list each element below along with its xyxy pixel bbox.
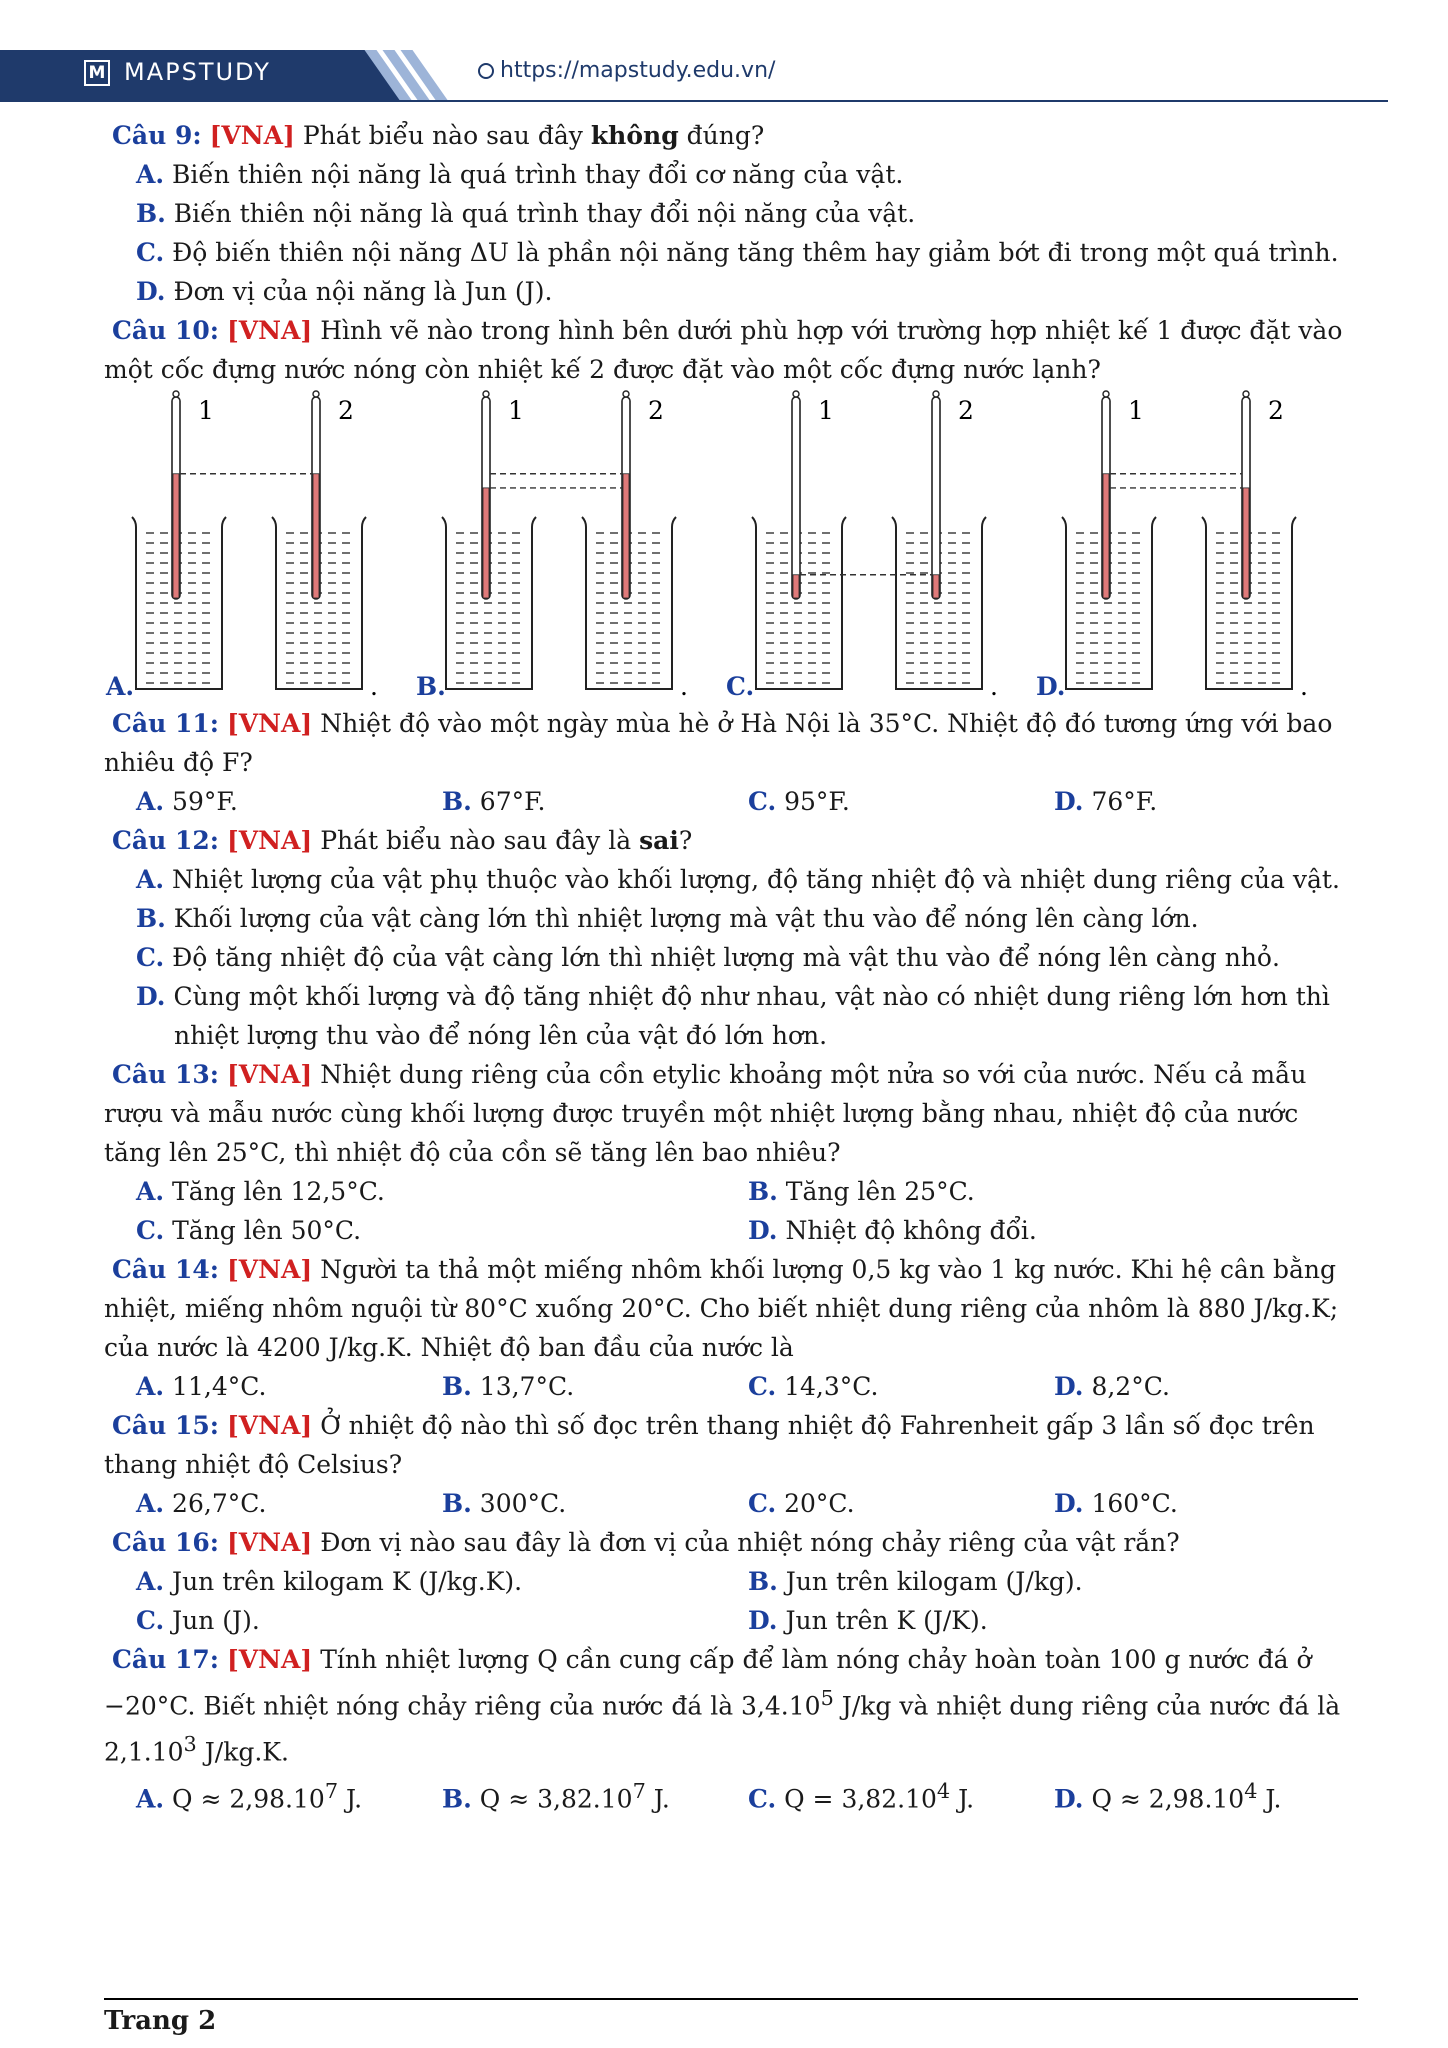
thermometer-top	[933, 391, 939, 397]
question-10	[104, 311, 1360, 704]
question-stem: nhiêu độ F?	[104, 748, 253, 777]
option[interactable]	[104, 899, 1360, 938]
option-text: 95°F.	[776, 787, 850, 816]
option-letter: A.	[136, 1489, 165, 1518]
option-letter: C.	[748, 1783, 777, 1813]
option-letter: A.	[136, 787, 165, 816]
option-text: 300°C.	[471, 1489, 567, 1518]
question-stem: ?	[678, 826, 693, 855]
exponent: 3	[183, 1732, 197, 1757]
thermometer-label: 1	[818, 396, 834, 425]
option[interactable]	[104, 233, 1360, 272]
thermometer-top	[793, 391, 799, 397]
question-label: Câu 11:	[112, 709, 219, 738]
question-12	[104, 821, 1360, 1055]
thermometer-top	[483, 391, 489, 397]
site-url[interactable]	[478, 58, 775, 83]
option[interactable]	[748, 1562, 1360, 1601]
option-letter: D.	[1054, 1372, 1084, 1401]
panel-letter[interactable]: D.	[1036, 672, 1066, 701]
thermometer-liquid	[623, 474, 629, 598]
emphasis: không	[590, 121, 679, 150]
thermometer-liquid	[313, 474, 319, 598]
question-14	[104, 1250, 1360, 1406]
option-letter: B.	[442, 1489, 472, 1518]
option-text: 26,7°C.	[164, 1489, 267, 1518]
source-tag: [VNA]	[226, 826, 313, 855]
thermometer-label: 1	[1128, 396, 1144, 425]
option-text: 14,3°C.	[776, 1372, 879, 1401]
option-letter: D.	[136, 277, 166, 306]
option[interactable]	[136, 1484, 442, 1523]
thermometer	[792, 397, 800, 599]
source-tag: [VNA]	[226, 1060, 313, 1089]
question-stem: Ở nhiệt độ nào thì số đọc trên thang nhiệt độ Fahrenheit gấp 3 lần số đọc trên	[312, 1411, 1315, 1440]
option-text: 11,4°C.	[164, 1372, 267, 1401]
option-text: 8,2°C.	[1083, 1372, 1170, 1401]
source-tag: [VNA]	[209, 121, 295, 150]
option-text: 20°C.	[776, 1489, 855, 1518]
thermometer-label: 1	[508, 396, 524, 425]
option-letter: B.	[442, 1372, 472, 1401]
thermometer-liquid	[483, 488, 489, 598]
thermometer-top	[313, 391, 319, 397]
globe-icon	[478, 63, 494, 79]
option[interactable]	[104, 272, 1360, 311]
thermometer-label: 2	[958, 396, 974, 425]
exponent: 7	[632, 1778, 646, 1803]
thermometer-label: 2	[338, 396, 354, 425]
option[interactable]	[442, 1772, 748, 1818]
option-letter: A.	[136, 160, 165, 189]
option-text: Đơn vị của nội năng là Jun (J).	[165, 277, 553, 306]
question-9	[104, 116, 1360, 311]
header-divider	[0, 100, 1388, 102]
option[interactable]	[1054, 1367, 1360, 1406]
option-letter: D.	[1054, 1489, 1084, 1518]
option-text: Q = 3,82.10	[776, 1783, 937, 1813]
option[interactable]	[748, 1367, 1054, 1406]
option[interactable]	[748, 1772, 1054, 1818]
question-content	[104, 116, 1360, 1818]
question-stem: của nước là 4200 J/kg.K. Nhiệt độ ban đầu của nước là	[104, 1333, 794, 1362]
option[interactable]	[748, 1172, 1360, 1211]
question-stem: đúng?	[678, 121, 765, 150]
option-letter: B.	[748, 1177, 778, 1206]
thermometer-label: 1	[198, 396, 214, 425]
option-text: Jun trên K (J/K).	[777, 1606, 988, 1635]
question-stem	[104, 1725, 1360, 1771]
option-text: Tăng lên 12,5°C.	[164, 1177, 385, 1206]
panel-period: .	[1300, 672, 1308, 701]
option-text: J.	[645, 1783, 670, 1813]
option-text: Jun (J).	[164, 1606, 260, 1635]
question-stem: nhiệt, miếng nhôm nguội từ 80°C xuống 20°C. Cho biết nhiệt dung riêng của nhôm là 880 J/kg.K;	[104, 1294, 1339, 1323]
option-text: 76°F.	[1083, 787, 1158, 816]
option[interactable]	[748, 1211, 1360, 1250]
option[interactable]	[136, 1601, 748, 1640]
thermometer-diagram	[104, 389, 1360, 704]
source-tag: [VNA]	[226, 316, 313, 345]
option-letter: B.	[136, 904, 166, 933]
panel-letter[interactable]: A.	[106, 672, 135, 701]
url-text: https://mapstudy.edu.vn/	[500, 58, 776, 83]
option[interactable]	[1054, 1772, 1360, 1818]
exponent: 4	[936, 1778, 951, 1803]
thermometer-liquid	[173, 474, 179, 598]
option[interactable]	[104, 977, 1360, 1016]
option-letter: A.	[136, 1567, 165, 1596]
question-stem: Phát biểu nào sau đây là	[312, 826, 640, 855]
option[interactable]	[104, 155, 1360, 194]
thermometer-label: 2	[648, 396, 664, 425]
panel-letter[interactable]: C.	[726, 672, 755, 701]
panel-period: .	[370, 672, 378, 701]
thermometer-label: 2	[1268, 396, 1284, 425]
question-16	[104, 1523, 1360, 1640]
question-15	[104, 1406, 1360, 1523]
option-text: Nhiệt lượng của vật phụ thuộc vào khối lượng, độ tăng nhiệt độ và nhiệt dung riêng của vật.	[164, 865, 1340, 894]
question-stem: thang nhiệt độ Celsius?	[104, 1450, 403, 1479]
panel-letter[interactable]: B.	[416, 672, 446, 701]
thermometer-liquid	[1243, 488, 1249, 598]
option[interactable]	[442, 1367, 748, 1406]
source-tag: [VNA]	[226, 1645, 313, 1674]
option-text: Jun trên kilogam (J/kg).	[777, 1567, 1083, 1596]
option-text: 13,7°C.	[471, 1372, 575, 1401]
option[interactable]	[136, 1772, 442, 1818]
stem-part: J/kg và nhiệt dung riêng của nước đá là	[833, 1691, 1341, 1721]
option-letter: C.	[748, 1372, 777, 1401]
option-letter: D.	[1054, 787, 1084, 816]
stem-part: J/kg.K.	[196, 1737, 289, 1767]
option-letter: A.	[136, 865, 165, 894]
option-letter: B.	[442, 787, 472, 816]
exponent: 4	[1244, 1778, 1258, 1803]
option[interactable]	[748, 1484, 1054, 1523]
question-stem: rượu và mẫu nước cùng khối lượng được truyền một nhiệt lượng bằng nhau, nhiệt độ của nước	[104, 1099, 1299, 1128]
option-text: Tăng lên 25°C.	[777, 1177, 975, 1206]
page-header	[0, 50, 1448, 102]
option-letter: A.	[136, 1783, 165, 1813]
option-text: Biến thiên nội năng là quá trình thay đổi nội năng của vật.	[165, 199, 916, 228]
option[interactable]	[104, 938, 1360, 977]
option[interactable]	[136, 782, 442, 821]
question-label: Câu 17:	[112, 1645, 219, 1674]
source-tag: [VNA]	[226, 1411, 313, 1440]
source-tag: [VNA]	[226, 1255, 313, 1284]
thermometer-liquid	[933, 575, 939, 598]
brand-name: MAPSTUDY	[124, 58, 271, 86]
option-text: Cùng một khối lượng và độ tăng nhiệt độ như nhau, vật nào có nhiệt dung riêng lớn hơn thì	[165, 982, 1330, 1011]
option[interactable]	[136, 1367, 442, 1406]
question-stem: tăng lên 25°C, thì nhiệt độ của cồn sẽ tăng lên bao nhiêu?	[104, 1138, 841, 1167]
option-text: Nhiệt độ không đổi.	[777, 1216, 1037, 1245]
option-letter: D.	[748, 1216, 778, 1245]
question-stem: Hình vẽ nào trong hình bên dưới phù hợp với trường hợp nhiệt kế 1 được đặt vào	[312, 316, 1343, 345]
question-label: Câu 15:	[112, 1411, 219, 1440]
option-letter: C.	[748, 1489, 777, 1518]
question-stem: Nhiệt dung riêng của cồn etylic khoảng một nửa so với của nước. Nếu cả mẫu	[312, 1060, 1307, 1089]
question-stem	[104, 1679, 1360, 1725]
option-text: Jun trên kilogam K (J/kg.K).	[164, 1567, 523, 1596]
option-letter: C.	[136, 1216, 165, 1245]
question-stem: Tính nhiệt lượng Q cần cung cấp để làm nóng chảy hoàn toàn 100 g nước đá ở	[312, 1645, 1312, 1674]
option-text: Biến thiên nội năng là quá trình thay đổi cơ năng của vật.	[164, 160, 904, 189]
thermometer-top	[1243, 391, 1249, 397]
exponent: 7	[324, 1778, 339, 1803]
question-stem: Phát biểu nào sau đây	[294, 121, 591, 150]
option-text: Q ≈ 3,82.10	[471, 1783, 633, 1813]
option-letter: D.	[1054, 1783, 1084, 1813]
panel-period: .	[680, 672, 688, 701]
option-letter: C.	[136, 1606, 165, 1635]
question-label: Câu 13:	[112, 1060, 219, 1089]
question-label: Câu 12:	[112, 826, 219, 855]
stem-part: −20°C. Biết nhiệt nóng chảy riêng của nước đá là 3,4.10	[104, 1691, 821, 1721]
option-letter: C.	[136, 943, 165, 972]
option-letter: B.	[136, 199, 166, 228]
question-label: Câu 16:	[112, 1528, 219, 1557]
question-11	[104, 704, 1360, 821]
option[interactable]	[748, 1601, 1360, 1640]
option-text: Độ tăng nhiệt độ của vật càng lớn thì nhiệt lượng mà vật thu vào để nóng lên càng nhỏ.	[164, 943, 1280, 972]
option-letter: C.	[748, 787, 777, 816]
option-text: 59°F.	[164, 787, 238, 816]
option[interactable]	[748, 782, 1054, 821]
question-stem: Nhiệt độ vào một ngày mùa hè ở Hà Nội là 35°C. Nhiệt độ đó tương ứng với bao	[312, 709, 1333, 738]
question-stem: Đơn vị nào sau đây là đơn vị của nhiệt nóng chảy riêng của vật rắn?	[312, 1528, 1180, 1557]
source-tag: [VNA]	[226, 709, 313, 738]
option[interactable]	[136, 1562, 748, 1601]
option-text: Độ biến thiên nội năng ΔU là phần nội năng tăng thêm hay giảm bớt đi trong một quá trình.	[164, 238, 1339, 267]
option[interactable]	[1054, 1484, 1360, 1523]
option-text: Q ≈ 2,98.10	[1083, 1783, 1245, 1813]
option[interactable]	[1054, 782, 1360, 821]
question-label: Câu 14:	[112, 1255, 219, 1284]
exponent: 5	[820, 1686, 834, 1710]
option-text: Khối lượng của vật càng lớn thì nhiệt lượng mà vật thu vào để nóng lên càng lớn.	[165, 904, 1199, 933]
option-text: Tăng lên 50°C.	[164, 1216, 362, 1245]
thermometer-liquid	[793, 575, 799, 598]
option[interactable]	[442, 782, 748, 821]
option[interactable]	[104, 194, 1360, 233]
footer-divider	[104, 1998, 1358, 2000]
option-letter: A.	[136, 1177, 165, 1206]
option-letter: D.	[748, 1606, 778, 1635]
thermometer-top	[623, 391, 629, 397]
question-13	[104, 1055, 1360, 1250]
stem-part: 2,1.10	[104, 1737, 184, 1767]
question-label: Câu 10:	[112, 316, 219, 345]
thermometer	[932, 397, 940, 599]
source-tag: [VNA]	[226, 1528, 313, 1557]
option[interactable]	[136, 1211, 748, 1250]
option[interactable]	[104, 860, 1360, 899]
question-label: Câu 9:	[112, 121, 202, 150]
option[interactable]	[442, 1484, 748, 1523]
panel-period: .	[990, 672, 998, 701]
option-text: nhiệt lượng thu vào để nóng lên của vật đó lớn hơn.	[174, 1021, 828, 1050]
thermometer-figure	[104, 389, 1360, 704]
option-letter: A.	[136, 1372, 165, 1401]
thermometer-liquid	[1103, 474, 1109, 598]
option-text: 67°F.	[471, 787, 546, 816]
option-text: Q ≈ 2,98.10	[164, 1783, 325, 1813]
option-text: J.	[950, 1783, 975, 1813]
option[interactable]	[136, 1172, 748, 1211]
option-text: J.	[338, 1783, 363, 1813]
option-letter: D.	[136, 982, 166, 1011]
emphasis: sai	[639, 826, 679, 855]
option-text: 160°C.	[1083, 1489, 1178, 1518]
thermometer-top	[173, 391, 179, 397]
question-17	[104, 1640, 1360, 1818]
logo-icon: M	[84, 60, 110, 86]
question-stem: một cốc đựng nước nóng còn nhiệt kế 2 được đặt vào một cốc đựng nước lạnh?	[104, 355, 1101, 384]
thermometer-top	[1103, 391, 1109, 397]
option-text: J.	[1257, 1783, 1282, 1813]
option-letter: C.	[136, 238, 165, 267]
page-number: Trang 2	[104, 2006, 217, 2036]
option-letter: B.	[442, 1783, 472, 1813]
option-letter: B.	[748, 1567, 778, 1596]
question-stem: Người ta thả một miếng nhôm khối lượng 0,5 kg vào 1 kg nước. Khi hệ cân bằng	[312, 1255, 1337, 1284]
